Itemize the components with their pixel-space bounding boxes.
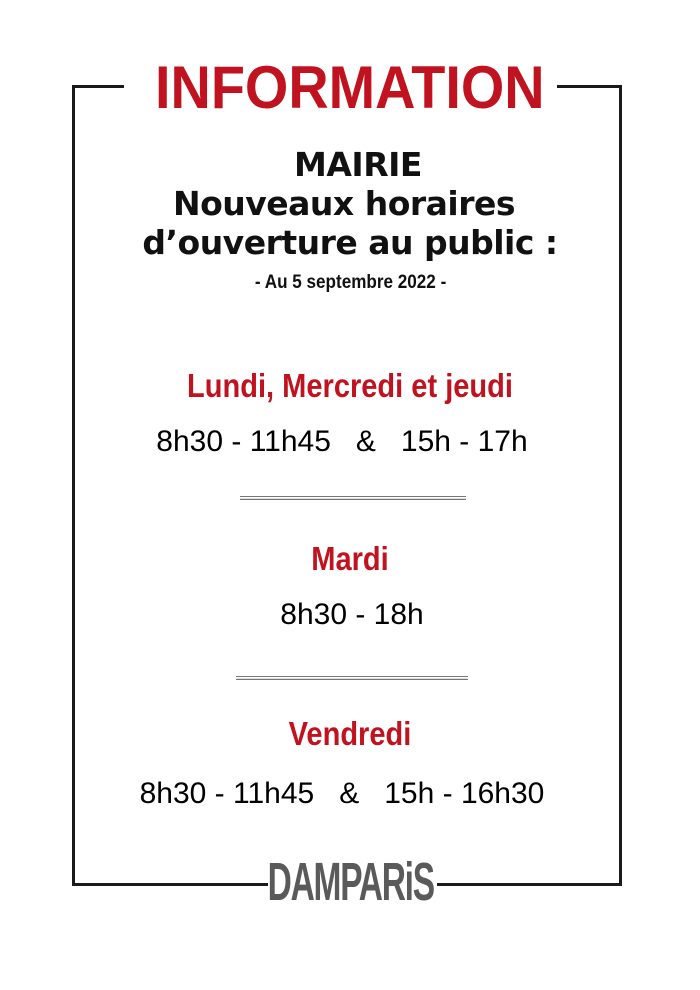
intro-line-opening: d’ouverture au public :	[142, 223, 558, 262]
schedule-days-friday: Vendredi	[288, 715, 412, 752]
separator	[236, 676, 468, 680]
schedule-hours-friday: 8h30 - 11h45 & 15h - 16h30	[139, 777, 545, 810]
schedule-hours-tuesday: 8h30 - 18h	[280, 598, 424, 631]
separator	[240, 496, 466, 500]
schedule-days-mon-wed-thu: Lundi, Mercredi et jeudi	[187, 367, 513, 404]
intro-line-mairie: MAIRIE	[294, 145, 422, 184]
schedule-days-tuesday: Mardi	[311, 540, 389, 577]
effective-date: - Au 5 septembre 2022 -	[254, 272, 447, 293]
damparis-logo: DAMPARiS	[267, 852, 434, 912]
schedule-hours-mon-wed-thu: 8h30 - 11h45 & 15h - 17h	[156, 425, 528, 458]
page-title: INFORMATION	[155, 54, 545, 121]
intro-line-new-hours: Nouveaux horaires	[172, 184, 516, 223]
